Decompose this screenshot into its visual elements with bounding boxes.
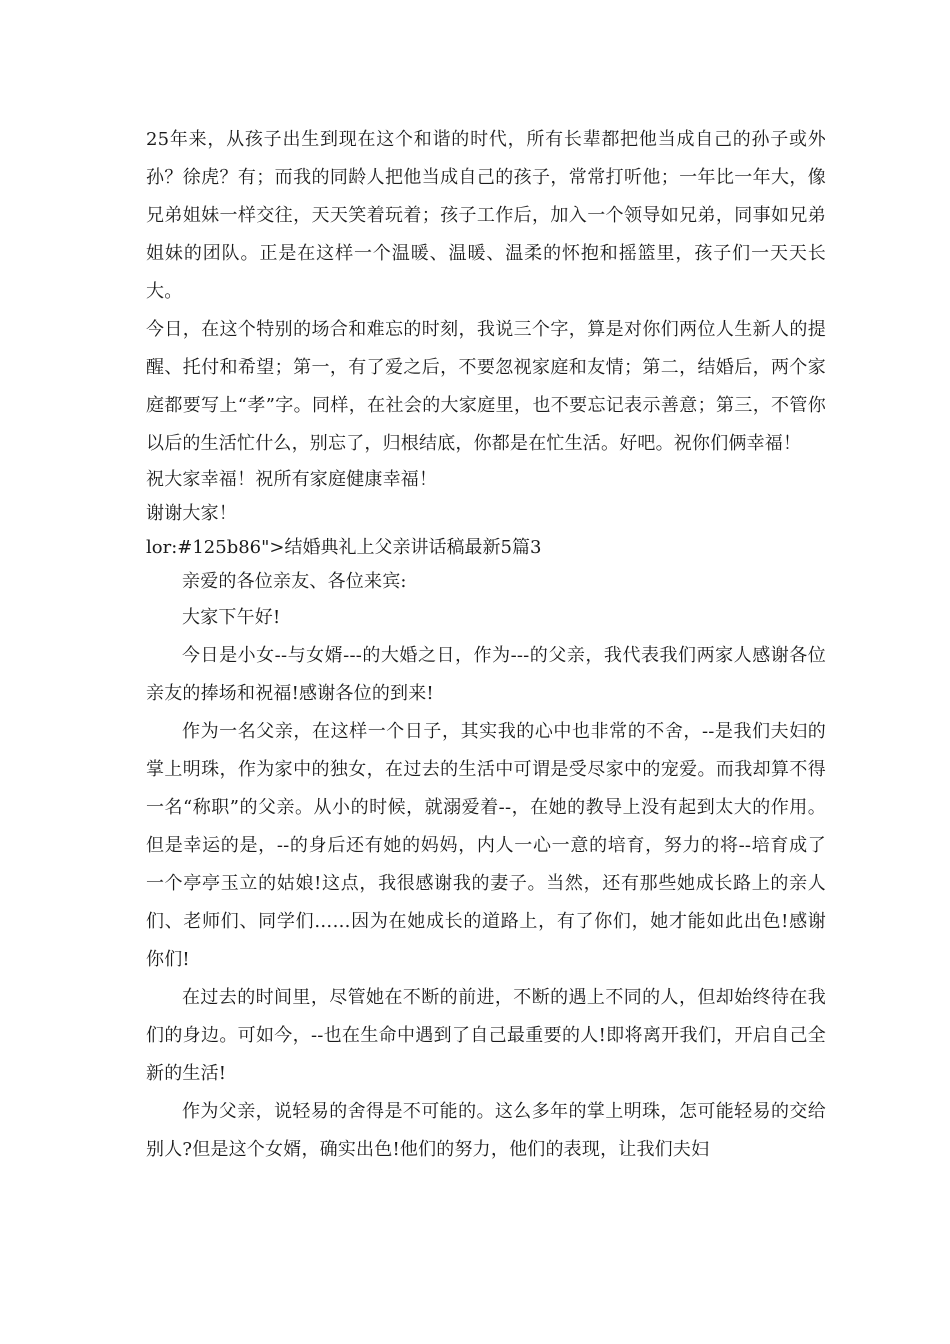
paragraph-childhood: 25年来，从孩子出生到现在这个和谐的时代，所有长辈都把他当成自己的孙子或外孙？徐虎？有；而我的同龄人把他当成自己的孩子，常常打听他；一年比一年大，像兄弟姐妹一样交往，天天笑着玩着；孩子工作后，加入一个领导如兄弟，同事如兄弟姐妹的团队。正是在这样一个温暖、温暖、温柔的怀抱和摇篮里，孩子们一天天长大。 [146,129,826,302]
paragraph-letting-go: 作为父亲，说轻易的舍得是不可能的。这么多年的掌上明珠，怎可能轻易的交给别人?但是这个女婿，确实出色!他们的努力，他们的表现，让我们夫妇 [146,1101,826,1160]
paragraph-greeting-guests: 亲爱的各位亲友、各位来宾: [182,571,407,592]
document-body [146,121,826,1169]
paragraph-as-father: 作为一名父亲，在这样一个日子，其实我的心中也非常的不舍，--是我们夫妇的掌上明珠，作为家中的独女，在过去的生活中可谓是受尽家中的宠爱。而我却算不得一名“称职”的父亲。从小的时候，就溺爱着--，在她的教导上没有起到太大的作用。但是幸运的是，--的身后还有她的妈妈，内人一心一意的培育，努力的将--培育成了一个亭亭玉立的姑娘!这点，我很感谢我的妻子。当然，还有那些她成长路上的亲人们、老师们、同学们……因为在她成长的道路上，有了你们，她才能如此出色!感谢你们! [146,721,826,970]
paragraph-past-time: 在过去的时间里，尽管她在不断的前进，不断的遇上不同的人，但却始终待在我们的身边。可如今，--也在生命中遇到了自己最重要的人!即将离开我们，开启自己全新的生活! [146,987,826,1084]
paragraph-three-words: 今日，在这个特别的场合和难忘的时刻，我说三个字，算是对你们两位人生新人的提醒、托付和希望；第一，有了爱之后，不要忽视家庭和友情；第二，结婚后，两个家庭都要写上“孝”字。同样，在社会的大家庭里，也不要忘记表示善意；第三，不管你以后的生活忙什么，别忘了，归根结底，你都是在忙生活。好吧。祝你们俩幸福！ [146,319,826,454]
section-heading: lor:#125b86">结婚典礼上父亲讲话稿最新5篇3 [146,537,542,558]
paragraph-blessing: 祝大家幸福！祝所有家庭健康幸福！ [146,469,438,490]
paragraph-wedding-day: 今日是小女--与女婿---的大婚之日，作为---的父亲，我代表我们两家人感谢各位亲友的捧场和祝福!感谢各位的到来! [146,645,826,704]
paragraph-thanks: 谢谢大家！ [146,503,237,524]
paragraph-good-afternoon: 大家下午好! [182,607,281,628]
